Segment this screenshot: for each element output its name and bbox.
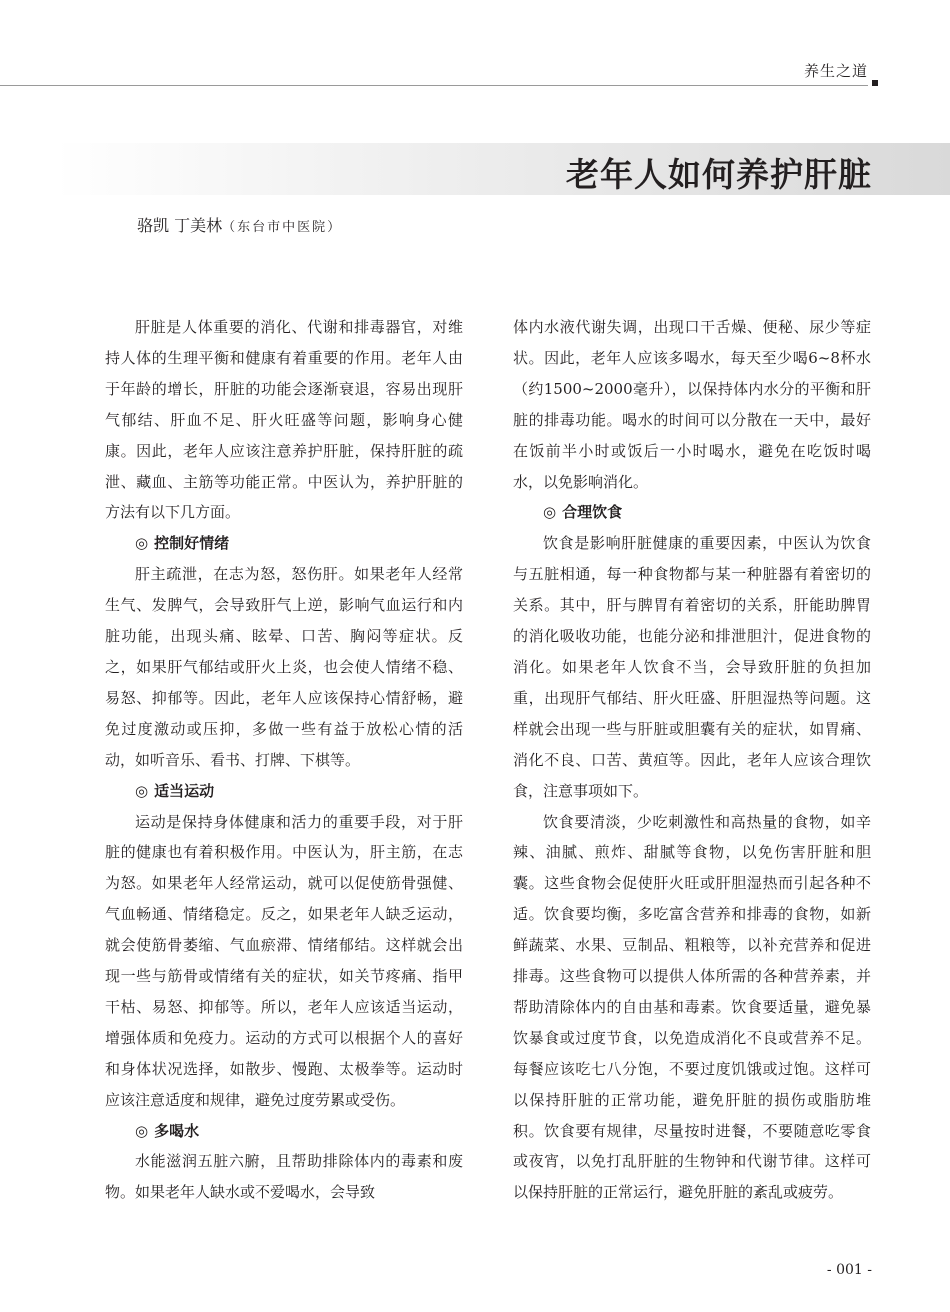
section-marker	[872, 80, 878, 86]
byline	[137, 213, 342, 236]
section-heading-text: 适当运动	[154, 781, 215, 800]
paragraph: 体内水液代谢失调，出现口干舌燥、便秘、尿少等症状。因此，老年人应该多喝水，每天至少喝6~8杯水（约1500~2000毫升），以保持体内水分的平衡和肝脏的排毒功能。喝水的时间可以分散在一天中，最好在饭前半小时或饭后一小时喝水，避免在吃饭时喝水，以免影响消化。	[513, 318, 871, 491]
section-heading	[513, 497, 871, 528]
article-title: 老年人如何养护肝脏	[566, 155, 872, 194]
circle-bullet-icon: ◎	[135, 1121, 149, 1140]
section-heading-text: 控制好情绪	[154, 534, 230, 553]
paragraph: 肝脏是人体重要的消化、代谢和排毒器官，对维持人体的生理平衡和健康有着重要的作用。老年人由于年龄的增长，肝脏的功能会逐渐衰退，容易出现肝气郁结、肝血不足、肝火旺盛等问题，影响身心健康。因此，老年人应该注意养护肝脏，保持肝脏的疏泄、藏血、主筋等功能正常。中医认为，养护肝脏的方法有以下几方面。	[105, 318, 463, 522]
header-rule	[0, 85, 868, 86]
paragraph: 水能滋润五脏六腑，且帮助排除体内的毒素和废物。如果老年人缺水或不爱喝水，会导致	[105, 1152, 463, 1202]
right-column	[513, 312, 871, 1208]
section-heading-text: 合理饮食	[562, 503, 623, 522]
section-heading-text: 多喝水	[154, 1121, 200, 1140]
section-label: 养生之道	[803, 62, 868, 80]
section-heading	[105, 776, 463, 807]
paragraph: 饮食要清淡，少吃刺激性和高热量的食物，如辛辣、油腻、煎炸、甜腻等食物，以免伤害肝脏和胆囊。这些食物会促使肝火旺或肝胆湿热而引起各种不适。饮食要均衡，多吃富含营养和排毒的食物，如新鲜蔬菜、水果、豆制品、粗粮等，以补充营养和促进排毒。这些食物可以提供人体所需的各种营养素，并帮助清除体内的自由基和毒素。饮食要适量，避免暴饮暴食或过度节食，以免造成消化不良或营养不足。每餐应该吃七八分饱，不要过度饥饿或过饱。这样可以保持肝脏的正常功能，避免肝脏的损伤或脂肪堆积。饮食要有规律，尽量按时进餐，不要随意吃零食或夜宵，以免打乱肝脏的生物钟和代谢节律。这样可以保持肝脏的正常运行，避免肝脏的紊乱或疲劳。	[513, 812, 871, 1202]
authors: 骆凯 丁美林	[137, 216, 223, 235]
paragraph: 运动是保持身体健康和活力的重要手段，对于肝脏的健康也有着积极作用。中医认为，肝主筋，在志为怒。如果老年人经常运动，就可以促使筋骨强健、气血畅通、情绪稳定。反之，如果老年人缺乏运动，就会使筋骨萎缩、气血瘀滞、情绪郁结。这样就会出现一些与筋骨或情绪有关的症状，如关节疼痛、指甲干枯、易怒、抑郁等。所以，老年人应该适当运动，增强体质和免疫力。运动的方式可以根据个人的喜好和身体状况选择，如散步、慢跑、太极拳等。运动时应该注意适度和规律，避免过度劳累或受伤。	[105, 812, 463, 1109]
page-number: - 001 -	[826, 1262, 872, 1278]
paragraph: 肝主疏泄，在志为怒，怒伤肝。如果老年人经常生气、发脾气，会导致肝气上逆，影响气血运行和内脏功能，出现头痛、眩晕、口苦、胸闷等症状。反之，如果肝气郁结或肝火上炎，也会使人情绪不稳、易怒、抑郁等。因此，老年人应该保持心情舒畅，避免过度激动或压抑，多做一些有益于放松心情的活动，如听音乐、看书、打牌、下棋等。	[105, 565, 463, 769]
circle-bullet-icon: ◎	[543, 503, 557, 522]
paragraph: 饮食是影响肝脏健康的重要因素，中医认为饮食与五脏相通，每一种食物都与某一种脏器有着密切的关系。其中，肝与脾胃有着密切的关系，肝能助脾胃的消化吸收功能，也能分泌和排泄胆汁，促进食物的消化。如果老年人饮食不当，会导致肝脏的负担加重，出现肝气郁结、肝火旺盛、肝胆湿热等问题。这样就会出现一些与肝脏或胆囊有关的症状，如胃痛、消化不良、口苦、黄疸等。因此，老年人应该合理饮食，注意事项如下。	[513, 534, 871, 800]
circle-bullet-icon: ◎	[135, 781, 149, 800]
circle-bullet-icon: ◎	[135, 534, 149, 553]
section-heading	[105, 528, 463, 559]
section-heading	[105, 1116, 463, 1147]
left-column	[105, 312, 463, 1208]
affiliation: （东台市中医院）	[222, 220, 343, 235]
